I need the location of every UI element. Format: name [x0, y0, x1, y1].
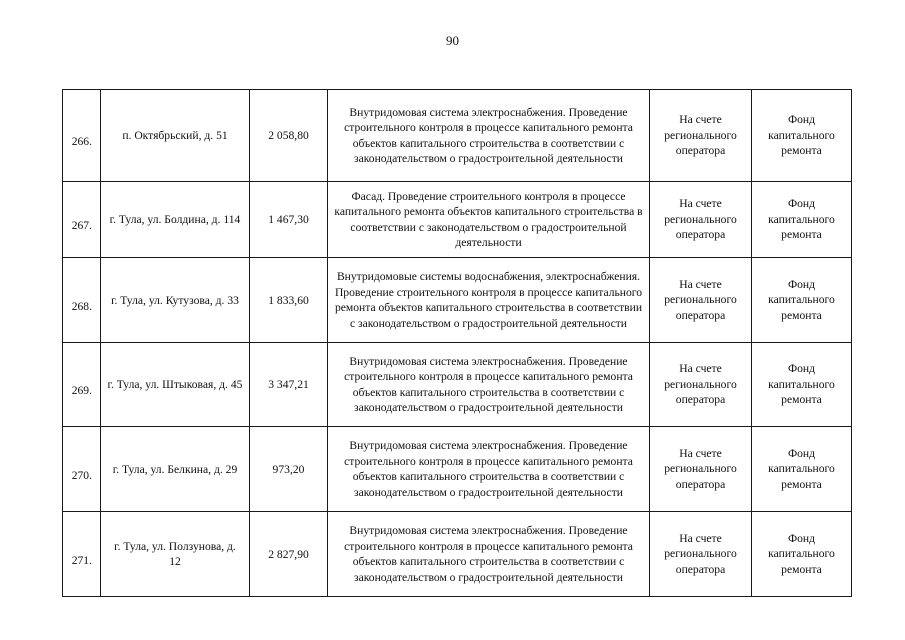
- work-cell: [328, 343, 650, 427]
- work-description: Внутридомовая система электроснабжения. Проведение строительного контроля в процессе капитального ремонта объектов капитального строительства в соответствии с законодательством о градостроительной деятельности: [344, 439, 633, 499]
- funding-source: Фонд капитального ремонта: [768, 446, 835, 491]
- area-value: 2 827,90: [268, 547, 309, 561]
- source-cell: [752, 90, 852, 182]
- row-number: 269.: [71, 384, 92, 398]
- account-cell: [650, 427, 752, 512]
- account-type: На счете регионального оператора: [664, 277, 737, 322]
- account-type: На счете регионального оператора: [664, 531, 737, 576]
- area-value: 973,20: [272, 462, 305, 476]
- page-number: 90: [446, 33, 459, 48]
- area-value: 2 058,80: [268, 129, 309, 143]
- account-type: На счете регионального оператора: [664, 197, 737, 242]
- source-cell: [752, 343, 852, 427]
- row-number: 271.: [71, 553, 92, 567]
- address: п. Октябрьский, д. 51: [122, 129, 228, 143]
- area-value: 1 467,30: [268, 213, 309, 227]
- row-number: 266.: [71, 135, 92, 149]
- address: г. Тула, ул. Белкина, д. 29: [112, 462, 238, 476]
- area-cell: [250, 343, 328, 427]
- address: г. Тула, ул. Ползунова, д. 12: [114, 539, 236, 568]
- work-description: Внутридомовая система электроснабжения. Проведение строительного контроля в процессе капитального ремонта объектов капитального строительства в соответствии с законодательством о градостроительной деятельности: [344, 354, 633, 414]
- work-description: Внутридомовая система электроснабжения. Проведение строительного контроля в процессе капитального ремонта объектов капитального строительства в соответствии с законодательством о градостроительной деятельности: [344, 105, 633, 165]
- work-description: Внутридомовые системы водоснабжения, электроснабжения. Проведение строительного контроля в процессе капитального ремонта объектов капитального строительства в соответствии с законодательством о градостроительной деятельности: [334, 270, 643, 330]
- source-cell: [752, 427, 852, 512]
- funding-source: Фонд капитального ремонта: [768, 197, 835, 242]
- area-cell: [250, 512, 328, 597]
- account-cell: [650, 343, 752, 427]
- table-row: [63, 512, 852, 597]
- account-type: На счете регионального оператора: [664, 362, 737, 407]
- funding-source: Фонд капитального ремонта: [768, 531, 835, 576]
- area-cell: [250, 90, 328, 182]
- address-cell: [101, 258, 250, 343]
- account-cell: [650, 182, 752, 258]
- work-cell: [328, 182, 650, 258]
- row-number-cell: [63, 258, 101, 343]
- work-description: Внутридомовая система электроснабжения. Проведение строительного контроля в процессе капитального ремонта объектов капитального строительства в соответствии с законодательством о градостроительной деятельности: [344, 524, 633, 584]
- address-cell: [101, 182, 250, 258]
- account-cell: [650, 90, 752, 182]
- table-row: [63, 343, 852, 427]
- address-cell: [101, 90, 250, 182]
- address: г. Тула, ул. Кутузова, д. 33: [111, 293, 239, 307]
- work-cell: [328, 512, 650, 597]
- funding-source: Фонд капитального ремонта: [768, 362, 835, 407]
- area-cell: [250, 427, 328, 512]
- row-number: 270.: [71, 468, 92, 482]
- work-cell: [328, 258, 650, 343]
- work-cell: [328, 427, 650, 512]
- address-cell: [101, 343, 250, 427]
- account-cell: [650, 258, 752, 343]
- funding-source: Фонд капитального ремонта: [768, 113, 835, 158]
- table-row: [63, 427, 852, 512]
- source-cell: [752, 512, 852, 597]
- area-value: 3 347,21: [268, 378, 309, 392]
- address: г. Тула, ул. Штыковая, д. 45: [107, 378, 243, 392]
- row-number-cell: [63, 90, 101, 182]
- row-number-cell: [63, 182, 101, 258]
- source-cell: [752, 258, 852, 343]
- row-number-cell: [63, 512, 101, 597]
- row-number: 267.: [71, 219, 92, 233]
- work-description: Фасад. Проведение строительного контроля в процессе капитального ремонта объектов капитального строительства в соответствии с законодательством о градостроительной деятельности: [334, 189, 643, 249]
- table-row: [63, 182, 852, 258]
- source-cell: [752, 182, 852, 258]
- row-number: 268.: [71, 299, 92, 313]
- area-cell: [250, 182, 328, 258]
- row-number-cell: [63, 343, 101, 427]
- address: г. Тула, ул. Болдина, д. 114: [109, 213, 241, 227]
- account-cell: [650, 512, 752, 597]
- area-value: 1 833,60: [268, 293, 309, 307]
- address-cell: [101, 512, 250, 597]
- table-row: [63, 90, 852, 182]
- funding-source: Фонд капитального ремонта: [768, 277, 835, 322]
- account-type: На счете регионального оператора: [664, 446, 737, 491]
- account-type: На счете регионального оператора: [664, 113, 737, 158]
- address-cell: [101, 427, 250, 512]
- area-cell: [250, 258, 328, 343]
- repair-program-table: [62, 89, 852, 597]
- table-row: [63, 258, 852, 343]
- work-cell: [328, 90, 650, 182]
- row-number-cell: [63, 427, 101, 512]
